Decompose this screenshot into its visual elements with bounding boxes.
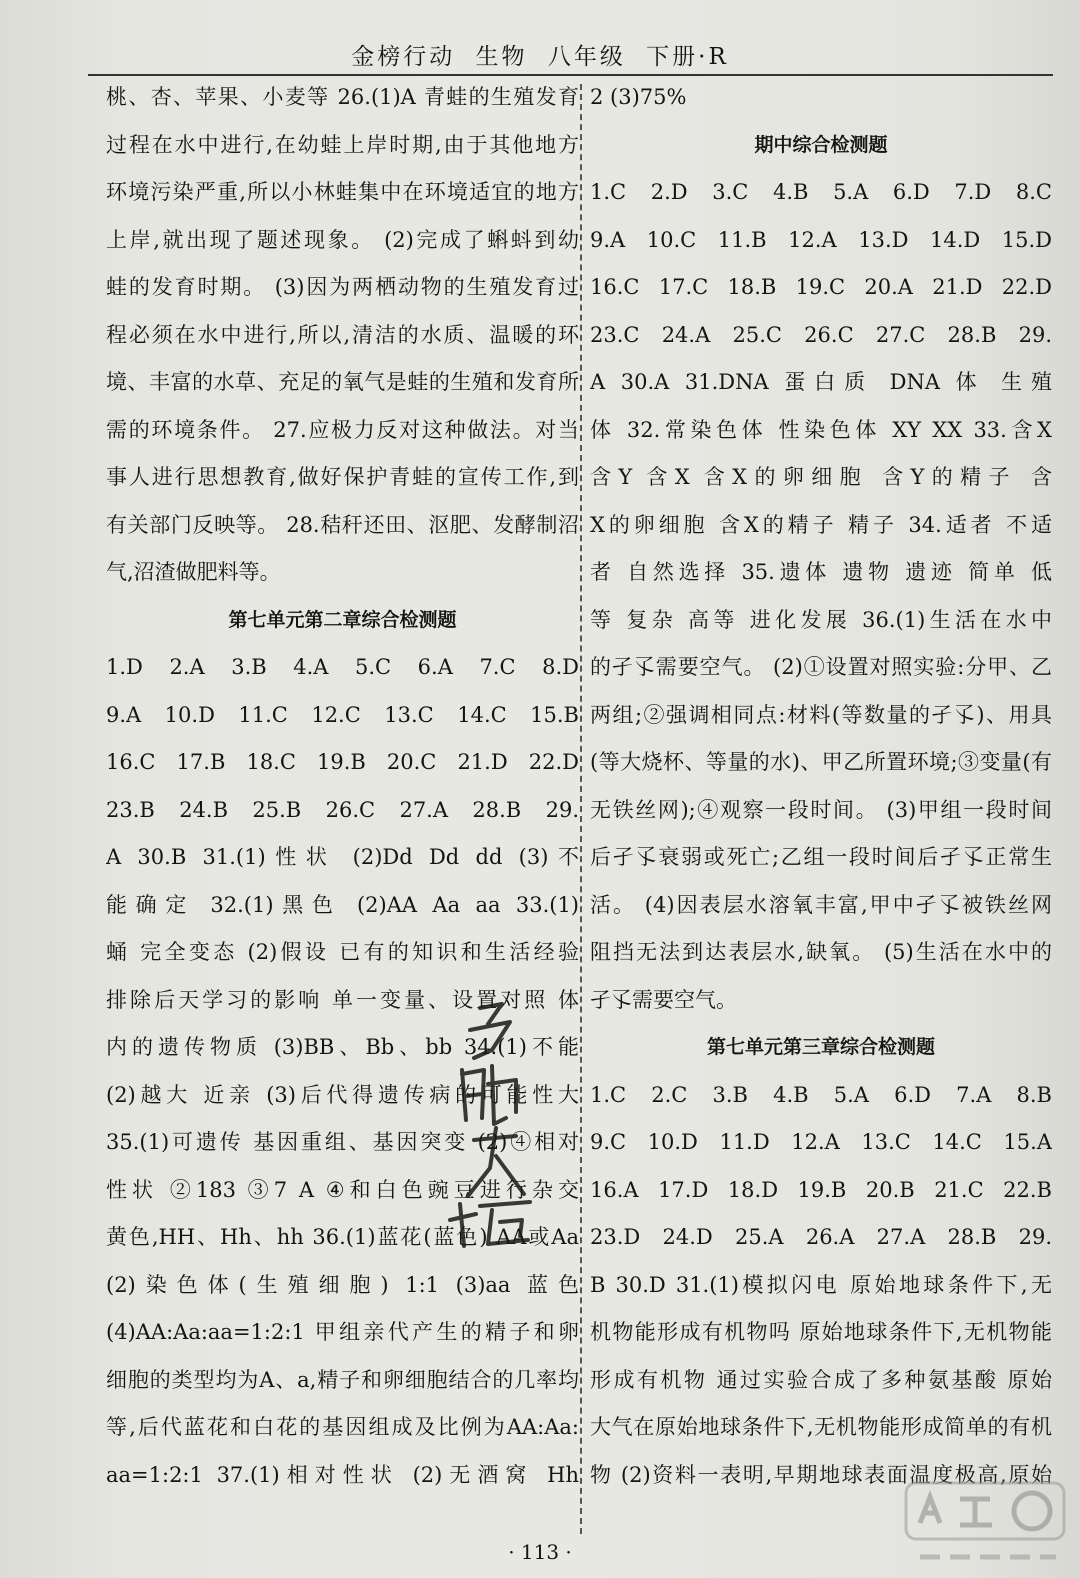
- answer-line: B 30.D 31.(1)模拟闪电 原始地球条件下,无: [590, 1272, 1052, 1297]
- text-line: 有关部门反映等。 28.秸秆还田、沤肥、发酵制沼: [106, 512, 579, 537]
- text-line: 上岸,就出现了题述现象。 (2)完成了蝌蚪到幼: [106, 227, 579, 252]
- text-line: 蛙的发育时期。 (3)因为两栖动物的生殖发育过: [106, 275, 579, 299]
- watermark-logo: [900, 1475, 1070, 1575]
- text-line: 需的环境条件。 27.应极力反对这种做法。对当: [106, 417, 579, 442]
- answer-line: 1.C 2.D 3.C 4.B 5.A 6.D 7.D 8.C: [590, 180, 1052, 204]
- text-line: 程必须在水中进行,所以,清洁的水质、温暖的环: [106, 322, 579, 347]
- answer-line: 16.A 17.D 18.D 19.B 20.B 21.C 22.B: [590, 1177, 1052, 1202]
- answer-line: 体 32.常染色体 性染色体 XY XX 33.含X: [590, 417, 1052, 442]
- answer-line: 9.C 10.D 11.D 12.A 13.C 14.C 15.A: [590, 1130, 1052, 1154]
- answer-line: (2)染色体(生殖细胞) 1:1 (3)aa 蓝色: [106, 1272, 579, 1297]
- answer-line: 蛹 完全变态 (2)假设 已有的知识和生活经验: [106, 940, 579, 964]
- answer-line: 能确定 32.(1)黑色 (2)AA Aa aa 33.(1): [106, 892, 579, 917]
- answer-line: 活。 (4)因表层水溶氧丰富,甲中孑孓被铁丝网: [590, 892, 1052, 917]
- right-column: [590, 74, 1052, 1499]
- section-heading-unit7-ch2: 第七单元第二章综合检测题: [228, 608, 457, 631]
- answer-line: 排除后天学习的影响 单一变量、设置对照 体: [106, 987, 579, 1012]
- text-line: 事人进行思想教育,做好保护青蛙的宣传工作,到: [106, 465, 579, 489]
- answer-line: 两组;②强调相同点:材料(等数量的孑孓)、用具: [590, 702, 1052, 727]
- text-line: 境、丰富的水草、充足的氧气是蛙的生殖和发育所: [106, 370, 579, 394]
- answer-line: 者 自然选择 35.遗体 遗物 遗迹 简单 低: [590, 560, 1052, 584]
- answer-line: 9.A 10.D 11.C 12.C 13.C 14.C 15.B: [106, 702, 579, 727]
- answer-line: 后孑孓衰弱或死亡;乙组一段时间后孑孓正常生: [590, 845, 1052, 869]
- answer-line: (4)AA:Aa:aa=1:2:1 甲组亲代产生的精子和卵: [106, 1320, 579, 1344]
- answer-line: X的卵细胞 含X的精子 精子 34.适者 不适: [590, 512, 1052, 537]
- answer-line: 内的遗传物质 (3)BB、Bb、bb 34.(1)不能: [106, 1035, 579, 1059]
- text-line: 2 (3)75%: [590, 85, 687, 109]
- answer-line: 大气在原始地球条件下,无机物能形成简单的有机: [590, 1415, 1052, 1439]
- answer-line: 23.C 24.A 25.C 26.C 27.C 28.B 29.: [590, 322, 1052, 347]
- answer-line: A 30.A 31.DNA 蛋白质 DNA 体 生殖: [590, 370, 1052, 394]
- text-line: 气,沼渣做肥料等。: [106, 560, 281, 584]
- answer-line: 形成有机物 通过实验合成了多种氨基酸 原始: [590, 1367, 1052, 1392]
- text-line: 桃、杏、苹果、小麦等 26.(1)A 青蛙的生殖发育: [106, 85, 579, 109]
- text-line: 环境污染严重,所以小林蛙集中在环境适宜的地方: [106, 180, 579, 204]
- page-number: · 113 ·: [508, 1540, 572, 1564]
- answer-line: (2)越大 近亲 (3)后代得遗传病的可能性大: [106, 1082, 579, 1107]
- page-header-title: 金榜行动 生物 八年级 下册·R: [351, 44, 729, 70]
- answer-line: 黄色,HH、Hh、hh 36.(1)蓝花(蓝色) AA或Aa: [106, 1225, 579, 1249]
- answer-line: 23.D 24.D 25.A 26.A 27.A 28.B 29.: [590, 1225, 1052, 1249]
- answer-line: 机物能形成有机物吗 原始地球条件下,无机物能: [590, 1320, 1052, 1344]
- answer-line: 等,后代蓝花和白花的基因组成及比例为AA:Aa:: [106, 1415, 579, 1439]
- answer-line: 等 复杂 高等 进化发展 36.(1)生活在水中: [590, 607, 1052, 632]
- answer-line: 23.B 24.B 25.B 26.C 27.A 28.B 29.: [106, 797, 579, 822]
- answer-line: 无铁丝网);④观察一段时间。 (3)甲组一段时间: [590, 797, 1052, 822]
- answer-line: 孑孓需要空气。: [590, 987, 737, 1012]
- answer-line: (等大烧杯、等量的水)、甲乙所置环境;③变量(有: [590, 750, 1052, 774]
- answer-line: 9.A 10.C 11.B 12.A 13.D 14.D 15.D: [590, 227, 1052, 252]
- answer-line: 性状 ②183 ③7 A ④和白色豌豆进行杂交: [106, 1177, 579, 1202]
- answer-line: 含Y 含X 含X的卵细胞 含Y的精子 含: [590, 465, 1052, 489]
- answer-line: 16.C 17.C 18.B 19.C 20.A 21.D 22.D: [590, 275, 1052, 299]
- answer-line: A 30.B 31.(1)性状 (2)Dd Dd dd (3)不: [106, 845, 579, 869]
- text-line: 过程在水中进行,在幼蛙上岸时期,由于其他地方: [106, 132, 579, 157]
- answer-line: aa=1:2:1 37.(1)相对性状 (2)无酒窝 Hh: [106, 1462, 579, 1487]
- answer-line: 35.(1)可遗传 基因重组、基因突变 (2)④相对: [106, 1130, 579, 1154]
- section-heading-unit7-ch3: 第七单元第三章综合检测题: [706, 1036, 935, 1058]
- handwritten-note: [440, 1000, 550, 1250]
- answer-line: 物 (2)资料一表明,早期地球表面温度极高,原始: [590, 1462, 1052, 1487]
- answer-line: 1.D 2.A 3.B 4.A 5.C 6.A 7.C 8.D: [106, 655, 579, 679]
- answer-line: 16.C 17.B 18.C 19.B 20.C 21.D 22.D: [106, 750, 579, 774]
- section-heading-midterm: 期中综合检测题: [754, 133, 888, 156]
- left-column: [106, 74, 579, 1499]
- column-divider: [580, 84, 582, 1534]
- answer-line: 1.C 2.C 3.B 4.B 5.A 6.D 7.A 8.B: [590, 1082, 1052, 1107]
- answer-line: 细胞的类型均为A、a,精子和卵细胞结合的几率均: [106, 1367, 579, 1392]
- answer-line: 阻挡无法到达表层水,缺氧。 (5)生活在水中的: [590, 940, 1052, 964]
- answer-line: 的孑孓需要空气。 (2)①设置对照实验:分甲、乙: [590, 655, 1052, 679]
